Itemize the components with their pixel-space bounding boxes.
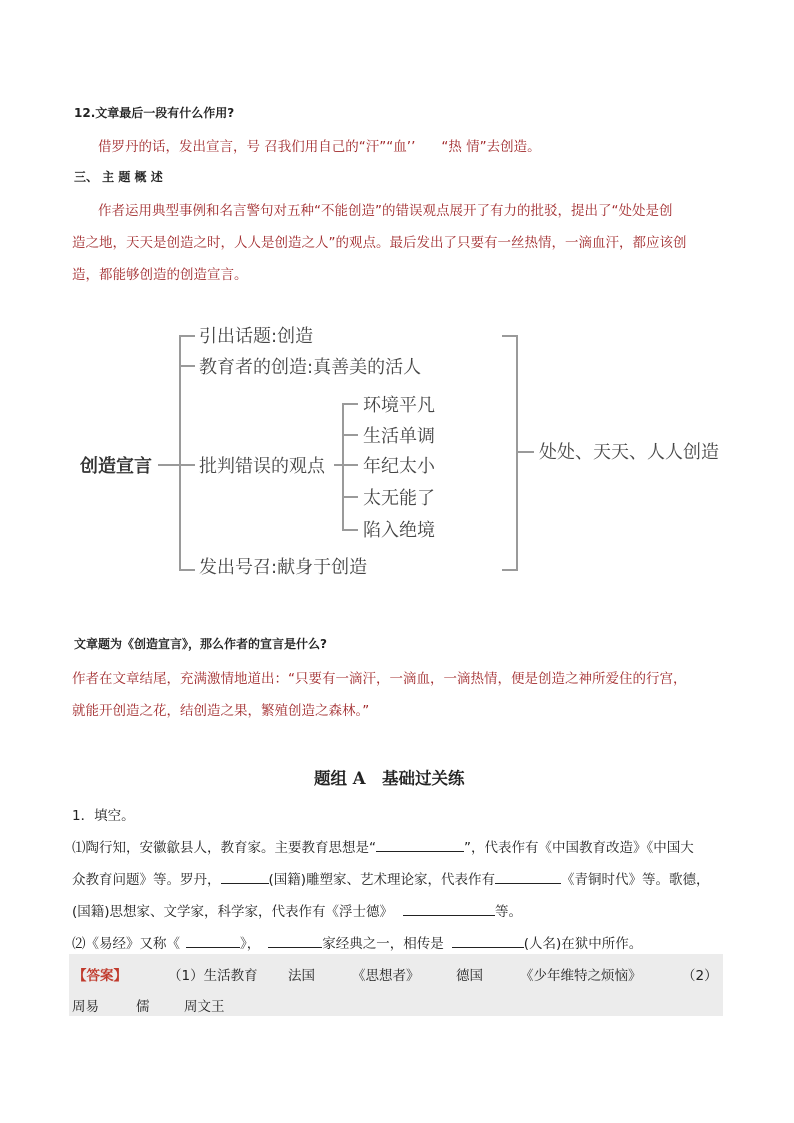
answer-item-2: 法国 (288, 968, 315, 984)
answer-item-9: 周文王 (184, 999, 225, 1015)
blank-yijing-alias[interactable] (186, 933, 240, 948)
blank-education-thought[interactable] (376, 837, 464, 852)
theme-line-1: 作者运用典型事例和名言警句对五种“不能创造”的错误观点展开了有力的批驳，提出了“处处是创 (98, 203, 673, 219)
exercise-1-text-g: 等。 (495, 904, 523, 920)
exercise-number: 1．填空。 (72, 808, 135, 824)
blank-rodin-nationality[interactable] (221, 869, 269, 884)
exercise-1-line-1 (72, 836, 694, 856)
sub-bracket (343, 404, 358, 530)
theme-line-3: 造，都能够创造的创造宣言。 (72, 267, 248, 283)
diagram-sub-item-5: 陷入绝境 (363, 520, 435, 541)
group-title: 题组 A 基础过关练 (314, 769, 465, 788)
diagram-sub-item-4: 太无能了 (363, 488, 435, 509)
exercise-1-text-d: (国籍)雕塑家、艺术理论家，代表作有 (268, 872, 496, 888)
answer-item-4: 德国 (456, 968, 483, 984)
answer-item-3: 《思想者》 (352, 968, 420, 984)
diagram-root: 创造宣言 (80, 456, 152, 477)
exercise-1-text-c: 众教育问题》等。罗丹， (72, 872, 221, 888)
diagram-conclusion: 处处、天天、人人创造 (539, 442, 719, 463)
right-bracket (502, 336, 517, 570)
diagram-branch-3: 批判错误的观点 (199, 456, 325, 477)
theme-line-2: 造之地，天天是创造之时，人人是创造之人”的观点。最后发出了只要有一丝热情，一滴血汗，都应该创 (72, 235, 687, 251)
diagram-sub-item-3: 年纪太小 (363, 456, 435, 477)
exercise-1-text-a: ⑴陶行知，安徽歙县人，教育家。主要教育思想是“ (72, 840, 376, 856)
exercise-2-text-d: (人名)在狱中所作。 (523, 936, 643, 952)
diagram-branch-2: 教育者的创造:真善美的活人 (199, 357, 422, 378)
title-question: 文章题为《创造宣言》，那么作者的宣言是什么? (74, 637, 327, 651)
title-answer-line-2: 就能开创造之花，结创造之果，繁殖创造之森林。” (72, 703, 370, 719)
exercise-2-line (72, 932, 642, 952)
blank-school[interactable] (268, 933, 322, 948)
exercise-1-text-b: ”，代表作有《中国教育改造》《中国大 (464, 840, 694, 856)
diagram-sub-item-1: 环境平凡 (363, 395, 435, 416)
blank-author[interactable] (452, 933, 524, 948)
diagram-branch-4: 发出号召:献身于创造 (199, 557, 368, 578)
exercise-2-text-c: 家经典之一，相传是 (322, 936, 444, 952)
answer-item-5: 《少年维特之烦恼》 (520, 968, 642, 984)
answer-item-6: （2） (682, 968, 718, 984)
exercise-2-text-a: ⑵《易经》又称《 (72, 936, 180, 952)
title-answer-line-1: 作者在文章结尾，充满激情地道出：“只要有一滴汗，一滴血，一滴热情，便是创造之神所爱住的行宫， (72, 671, 687, 687)
exercise-1-text-e: 《青铜时代》等。歌德， (561, 872, 710, 888)
question-12-answer-part1: 借罗丹的话，发出宣言，号 召我们用自己的“汗”“血’’ (98, 139, 416, 155)
answer-item-7: 周易 (72, 999, 99, 1015)
question-12-answer-part2: “热 情”去创造。 (441, 139, 541, 155)
answer-label-text: 【答案】 (73, 968, 127, 984)
question-12-title: 12.文章最后一段有什么作用? (74, 106, 235, 120)
diagram-sub-item-2: 生活单调 (363, 426, 435, 447)
diagram-branch-1: 引出话题:创造 (199, 326, 314, 347)
answer-label (73, 964, 127, 984)
blank-goethe-work[interactable] (403, 901, 495, 916)
exercise-1-text-f: (国籍)思想家、文学家，科学家，代表作有《浮士德》 (72, 904, 394, 920)
exercise-1-line-3 (72, 900, 522, 920)
answer-item-1: （1）生活教育 (168, 968, 258, 984)
main-bracket (180, 336, 195, 570)
exercise-2-text-b: 》， (240, 936, 261, 952)
answer-item-8: 儒 (136, 999, 150, 1015)
section-heading-theme: 三、 主 题 概 述 (74, 170, 163, 184)
blank-rodin-work[interactable] (495, 869, 561, 884)
exercise-1-line-2 (72, 868, 710, 888)
